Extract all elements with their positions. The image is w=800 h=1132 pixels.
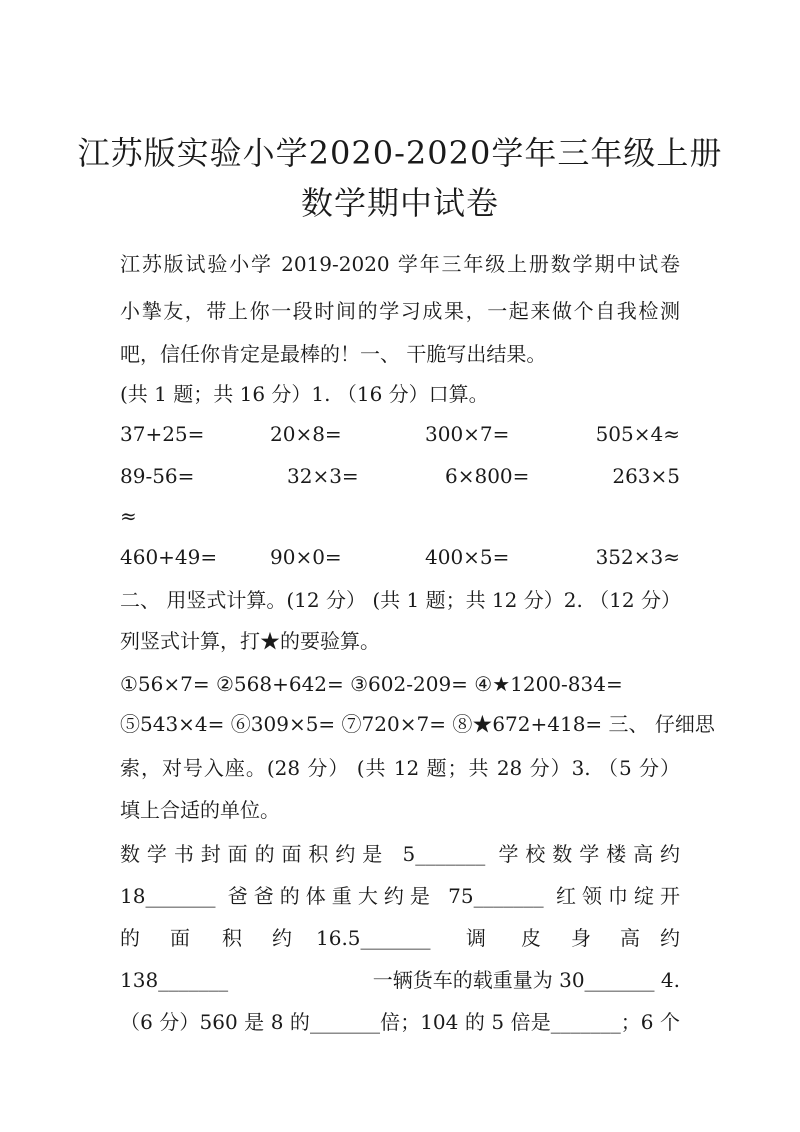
oral-item: 6×800= xyxy=(445,464,530,488)
section3-line-3 xyxy=(120,924,680,952)
oral-item: 32×3= xyxy=(287,464,359,488)
oral-item: 90×0= xyxy=(270,545,342,569)
spread-word: 高 xyxy=(620,926,640,950)
spread-word: 积 xyxy=(222,926,242,950)
intro-line-2: 小摯友，带上你一段时间的学习成果，一起来做个自我检测 xyxy=(120,299,680,323)
oral-row-1 xyxy=(120,420,680,448)
spread-word: 皮 xyxy=(521,926,541,950)
oral-item: 263×5 xyxy=(612,464,680,488)
intro-line-4: (共 1 题；共 16 分）1. （16 分）口算。 xyxy=(120,382,489,406)
section2-line-6: 填上合适的单位。 xyxy=(120,798,280,822)
title-line-2: 数学期中试卷 xyxy=(300,184,499,222)
intro-line-3: 吧，信任你肯定是最棒的！一、 干脆写出结果。 xyxy=(120,342,547,366)
spread-word: 16.5_______ xyxy=(316,926,431,950)
section3-line-4 xyxy=(120,966,680,994)
spread-word: 面 xyxy=(170,926,190,950)
spread-word: 身 xyxy=(571,926,591,950)
section2-line-3: ①56×7= ②568+642= ③602-209= ④★1200-834= xyxy=(120,672,623,696)
section2-line-1: 二、 用竖式计算。(12 分） (共 1 题；共 12 分）2. （12 分） xyxy=(120,588,681,612)
oral-row-3 xyxy=(120,543,680,571)
section3-line-2: 18_______ 爸爸的体重大约是 75_______ 红领巾绽开 xyxy=(120,884,680,908)
spread-word: 约 xyxy=(272,926,292,950)
section3-line-5: （6 分）560 是 8 的_______倍；104 的 5 倍是_______；6 个 xyxy=(120,1010,680,1034)
title-line-1: 江苏版实验小学2020-2020学年三年级上册 xyxy=(77,134,723,172)
oral-item: 20×8= xyxy=(270,422,342,446)
oral-item: 460+49= xyxy=(120,545,218,569)
section3-line-1: 数学书封面的面积约是 5_______ 学校数学楼高约 xyxy=(120,842,680,866)
intro-line-1: 江苏版试验小学 2019-2020 学年三年级上册数学期中试卷 xyxy=(120,252,680,276)
oral-item: 300×7= xyxy=(425,422,510,446)
spread-word: 的 xyxy=(120,926,140,950)
spread-word: 约 xyxy=(660,926,680,950)
oral-item: 89-56= xyxy=(120,464,195,488)
section2-line-2: 列竖式计算，打★的要验算。 xyxy=(120,629,380,653)
oral-row-2-continued: ≈ xyxy=(120,504,137,528)
oral-item: 505×4≈ xyxy=(595,422,680,446)
oral-item: 400×5= xyxy=(425,545,510,569)
blank-unit: 一辆货车的载重量为 30_______ 4. xyxy=(372,968,680,992)
blank-unit: 138_______ xyxy=(120,968,229,992)
oral-item: 37+25= xyxy=(120,422,205,446)
oral-row-2 xyxy=(120,462,680,490)
section2-line-5: 索，对号入座。(28 分） (共 12 题；共 28 分）3. （5 分） xyxy=(120,756,680,780)
oral-item: 352×3≈ xyxy=(595,545,680,569)
section2-line-4: ⑤543×4= ⑥309×5= ⑦720×7= ⑧★672+418= 三、 仔细思 xyxy=(120,712,715,736)
spread-word: 调 xyxy=(466,926,486,950)
